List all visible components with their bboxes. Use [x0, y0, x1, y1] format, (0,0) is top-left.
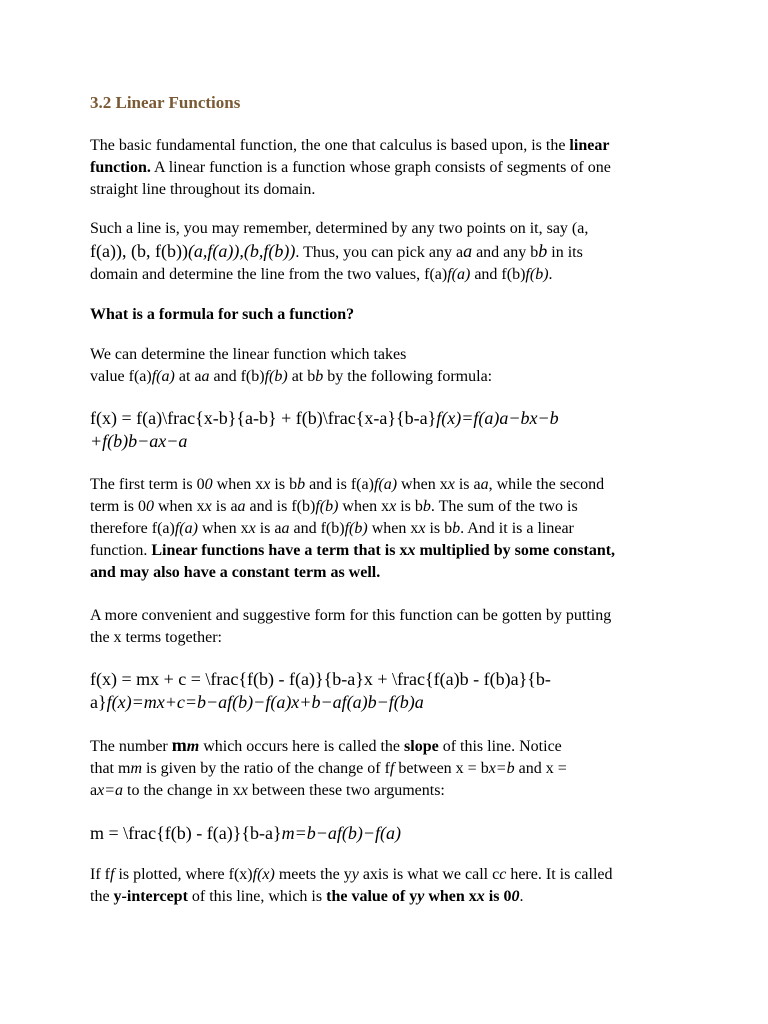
text-line: A more convenient and suggestive form for this function can be gotten by putting	[90, 607, 612, 624]
text-line: The basic fundamental function, the one that calculus is based upon, is the linear	[90, 137, 610, 154]
text-line: therefore f(a)f(a) when xx is aa and f(b)f(b) when xx is bb. And it is a linear	[90, 520, 574, 537]
paragraph-terms	[90, 474, 690, 584]
paragraph-convenient-form	[90, 605, 690, 649]
formula-line: +f(b)b−ax−a	[90, 431, 188, 451]
text-line: If ff is plotted, where f(x)f(x) meets the yy axis is what we call cc here. It is called	[90, 866, 613, 883]
section-heading: 3.2 Linear Functions	[90, 93, 241, 112]
paragraph-formula-intro	[90, 344, 690, 388]
text-line: function. Linear functions have a term that is xx multiplied by some constant,	[90, 542, 616, 559]
text-line: that mm is given by the ratio of the change of ff between x = bx=b and x =	[90, 760, 567, 777]
text-line: function. A linear function is a function whose graph consists of segments of one	[90, 159, 611, 176]
text-line: the x terms together:	[90, 629, 222, 646]
formula-line: f(x) = f(a)\frac{x-b}{a-b} + f(b)\frac{x-a}{b-a}f(x)=f(a)a−bx−b	[90, 408, 559, 428]
text-line: and may also have a constant term as well.	[90, 564, 381, 581]
text-line: f(a)), (b, f(b))(a,f(a)),(b,f(b)). Thus, you can pick any aa and any bb in its	[90, 241, 583, 261]
formula-slope-intercept	[90, 668, 690, 714]
formula-line: m = \frac{f(b) - f(a)}{b-a}m=b−af(b)−f(a)	[90, 823, 402, 843]
text-line: term is 00 when xx is aa and is f(b)f(b) when xx is bb. The sum of the two is	[90, 498, 578, 515]
paragraph-slope	[90, 734, 690, 802]
paragraph-two-points	[90, 216, 690, 286]
formula-two-point	[90, 407, 690, 453]
formula-line: f(x) = mx + c = \frac{f(b) - f(a)}{b-a}x + \frac{f(a)b - f(b)a}{b-	[90, 669, 551, 689]
text-line: straight line throughout its domain.	[90, 181, 316, 198]
text-line: value f(a)f(a) at aa and f(b)f(b) at bb by the following formula:	[90, 368, 493, 385]
text-line: ax=a to the change in xx between these two arguments:	[90, 782, 445, 799]
subheading-question: What is a formula for such a function?	[90, 306, 355, 323]
paragraph-y-intercept	[90, 864, 690, 908]
text-line: The number mm which occurs here is called the slope of this line. Notice	[90, 735, 562, 755]
paragraph-intro	[90, 135, 690, 201]
text-line: The first term is 00 when xx is bb and is f(a)f(a) when xx is aa, while the second	[90, 476, 605, 493]
text-line: We can determine the linear function which takes	[90, 346, 407, 363]
text-line: domain and determine the line from the two values, f(a)f(a) and f(b)f(b).	[90, 266, 553, 283]
formula-line: a}f(x)=mx+c=b−af(b)−f(a)x+b−af(a)b−f(b)a	[90, 692, 424, 712]
text-line: the y-intercept of this line, which is the value of yy when xx is 00.	[90, 888, 524, 905]
text-line: Such a line is, you may remember, determined by any two points on it, say (a,	[90, 220, 589, 237]
formula-slope	[90, 822, 690, 845]
